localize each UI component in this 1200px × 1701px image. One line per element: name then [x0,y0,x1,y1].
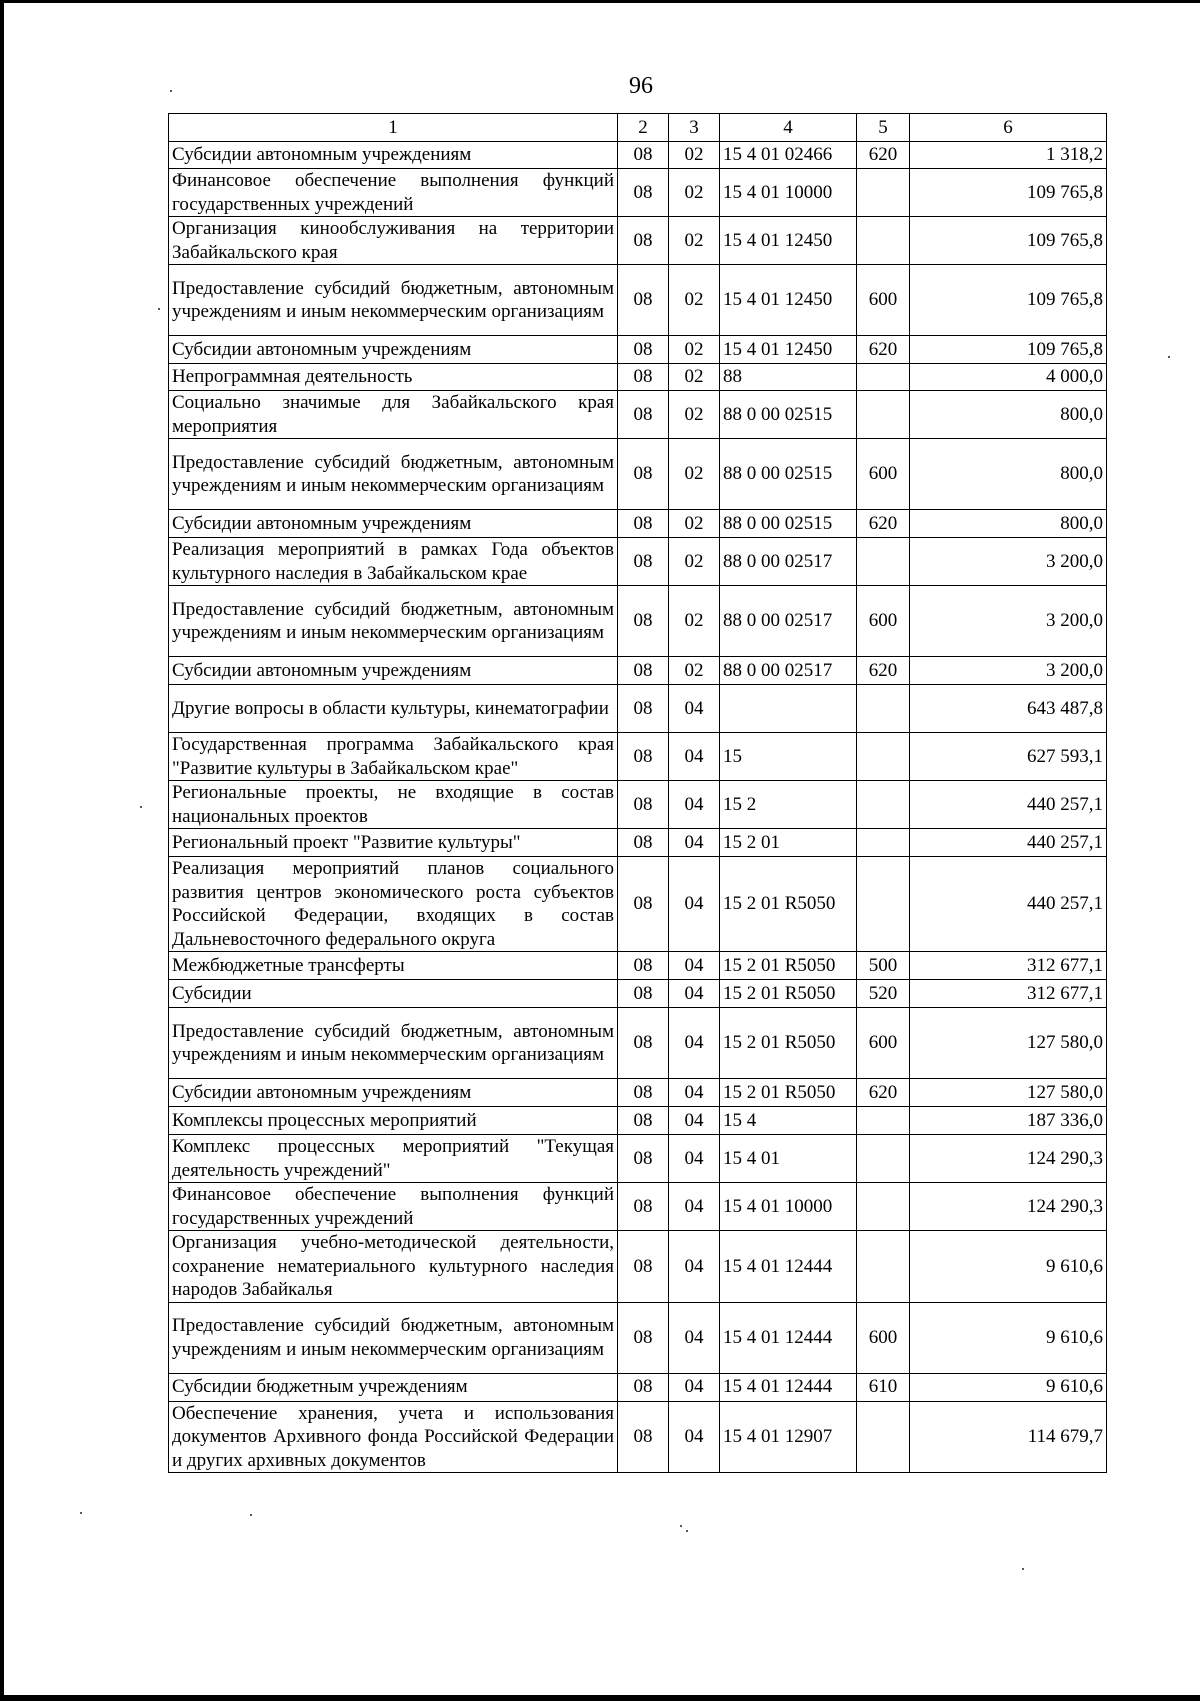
row-subsection: 02 [669,586,720,657]
row-subsection: 04 [669,1008,720,1079]
row-expense-type [857,829,910,857]
row-section: 08 [618,657,669,685]
row-expense-type: 600 [857,265,910,336]
row-subsection: 02 [669,657,720,685]
row-target-article: 88 0 00 02515 [720,510,857,538]
table-row [169,265,1107,336]
scan-border-top [0,0,1200,3]
row-subsection: 02 [669,364,720,391]
row-section: 08 [618,169,669,217]
table-row [169,1183,1107,1231]
row-expense-type [857,1183,910,1231]
row-subsection: 02 [669,439,720,510]
row-name: Субсидии автономным учреждениям [169,657,618,685]
header-cell: 3 [669,114,720,142]
scan-speck [170,90,172,92]
table-row [169,336,1107,364]
scan-speck [158,308,160,310]
row-amount: 109 765,8 [910,217,1107,265]
row-section: 08 [618,952,669,980]
row-expense-type [857,169,910,217]
row-amount: 187 336,0 [910,1107,1107,1135]
row-subsection: 04 [669,829,720,857]
row-target-article: 88 0 00 02517 [720,586,857,657]
table-row [169,510,1107,538]
table-row [169,391,1107,439]
row-name: Социально значимые для Забайкальского края мероприятия [169,391,618,439]
row-name: Субсидии [169,980,618,1008]
row-target-article: 15 2 01 R5050 [720,857,857,952]
row-expense-type [857,1135,910,1183]
row-section: 08 [618,1008,669,1079]
row-target-article [720,685,857,733]
row-name: Предоставление субсидий бюджетным, автономным учреждениям и иным некоммерческим организациям [169,1302,618,1373]
row-expense-type [857,1107,910,1135]
row-expense-type: 620 [857,1079,910,1107]
row-target-article: 88 0 00 02517 [720,657,857,685]
row-amount: 127 580,0 [910,1079,1107,1107]
table-row [169,1135,1107,1183]
row-name: Субсидии автономным учреждениям [169,1079,618,1107]
table-row [169,685,1107,733]
scan-speck [1022,1568,1024,1570]
row-section: 08 [618,364,669,391]
table-row [169,538,1107,586]
row-expense-type: 600 [857,1302,910,1373]
row-name: Организация кинообслуживания на территории Забайкальского края [169,217,618,265]
scan-speck [680,1525,682,1527]
row-amount: 109 765,8 [910,265,1107,336]
row-target-article: 15 4 01 12444 [720,1373,857,1401]
row-subsection: 04 [669,857,720,952]
row-target-article: 15 4 01 10000 [720,1183,857,1231]
row-name: Обеспечение хранения, учета и использования документов Архивного фонда Российской Федерации и других архивных документов [169,1401,618,1473]
row-subsection: 04 [669,1135,720,1183]
row-target-article: 15 4 01 [720,1135,857,1183]
header-cell: 6 [910,114,1107,142]
row-target-article: 15 4 01 02466 [720,142,857,169]
row-amount: 800,0 [910,510,1107,538]
row-section: 08 [618,142,669,169]
row-subsection: 02 [669,169,720,217]
table-row [169,857,1107,952]
row-section: 08 [618,1107,669,1135]
row-section: 08 [618,1183,669,1231]
budget-table [168,113,1107,1473]
row-subsection: 04 [669,1373,720,1401]
row-expense-type [857,364,910,391]
row-subsection: 04 [669,1107,720,1135]
row-target-article: 88 [720,364,857,391]
row-subsection: 04 [669,685,720,733]
row-subsection: 02 [669,217,720,265]
table-row [169,586,1107,657]
table-row [169,952,1107,980]
header-cell: 4 [720,114,857,142]
row-expense-type: 600 [857,1008,910,1079]
row-subsection: 02 [669,538,720,586]
row-amount: 627 593,1 [910,733,1107,781]
row-subsection: 02 [669,142,720,169]
row-target-article: 15 4 01 10000 [720,169,857,217]
row-expense-type [857,733,910,781]
table-row [169,439,1107,510]
scan-speck [686,1530,688,1532]
row-name: Субсидии бюджетным учреждениям [169,1373,618,1401]
scan-speck [80,1512,82,1514]
row-subsection: 04 [669,733,720,781]
row-amount: 312 677,1 [910,952,1107,980]
row-amount: 9 610,6 [910,1373,1107,1401]
row-subsection: 02 [669,336,720,364]
row-subsection: 02 [669,265,720,336]
row-name: Субсидии автономным учреждениям [169,510,618,538]
scan-speck [250,1514,252,1516]
scan-border-left [0,0,4,1701]
header-cell: 2 [618,114,669,142]
row-amount: 440 257,1 [910,781,1107,829]
scan-border-bottom [0,1695,1200,1701]
row-section: 08 [618,510,669,538]
table-row [169,657,1107,685]
row-name: Предоставление субсидий бюджетным, автономным учреждениям и иным некоммерческим организациям [169,586,618,657]
row-amount: 9 610,6 [910,1302,1107,1373]
table-row [169,781,1107,829]
row-section: 08 [618,857,669,952]
row-amount: 109 765,8 [910,169,1107,217]
row-subsection: 04 [669,1302,720,1373]
row-section: 08 [618,538,669,586]
row-subsection: 02 [669,391,720,439]
row-expense-type [857,217,910,265]
table-row [169,829,1107,857]
table-row [169,1079,1107,1107]
row-section: 08 [618,980,669,1008]
row-expense-type: 620 [857,142,910,169]
row-target-article: 15 4 01 12450 [720,217,857,265]
row-section: 08 [618,1079,669,1107]
row-name: Межбюджетные трансферты [169,952,618,980]
table-row [169,217,1107,265]
row-section: 08 [618,586,669,657]
row-target-article: 88 0 00 02515 [720,439,857,510]
table-row [169,1231,1107,1303]
row-name: Субсидии автономным учреждениям [169,142,618,169]
row-target-article: 15 4 01 12444 [720,1231,857,1303]
row-expense-type [857,781,910,829]
row-section: 08 [618,336,669,364]
table-row [169,1302,1107,1373]
table-header-row [169,114,1107,142]
row-target-article: 15 2 01 R5050 [720,952,857,980]
row-expense-type [857,391,910,439]
table-row [169,364,1107,391]
row-name: Другие вопросы в области культуры, кинематографии [169,685,618,733]
row-name: Субсидии автономным учреждениям [169,336,618,364]
row-target-article: 15 4 01 12907 [720,1401,857,1473]
row-expense-type: 620 [857,657,910,685]
row-amount: 440 257,1 [910,829,1107,857]
table-row [169,1107,1107,1135]
row-amount: 312 677,1 [910,980,1107,1008]
row-subsection: 04 [669,1231,720,1303]
row-target-article: 88 0 00 02517 [720,538,857,586]
row-section: 08 [618,1373,669,1401]
row-amount: 643 487,8 [910,685,1107,733]
header-cell: 5 [857,114,910,142]
row-expense-type: 610 [857,1373,910,1401]
row-amount: 124 290,3 [910,1135,1107,1183]
row-amount: 1 318,2 [910,142,1107,169]
scan-speck [140,806,142,808]
row-subsection: 04 [669,1401,720,1473]
table-row [169,1008,1107,1079]
row-subsection: 04 [669,980,720,1008]
row-section: 08 [618,829,669,857]
row-target-article: 15 4 01 12450 [720,336,857,364]
row-expense-type: 620 [857,336,910,364]
row-section: 08 [618,1231,669,1303]
row-amount: 109 765,8 [910,336,1107,364]
row-amount: 9 610,6 [910,1231,1107,1303]
row-subsection: 04 [669,952,720,980]
scan-speck [1168,356,1170,358]
row-section: 08 [618,1302,669,1373]
row-name: Региональный проект "Развитие культуры" [169,829,618,857]
row-subsection: 04 [669,1183,720,1231]
row-name: Реализация мероприятий планов социального развития центров экономического роста субъектов Российской Федерации, входящих в состав Дальневосточного федерального округа [169,857,618,952]
row-section: 08 [618,439,669,510]
page-number: 96 [629,73,653,99]
table-row [169,1401,1107,1473]
row-amount: 114 679,7 [910,1401,1107,1473]
row-target-article: 15 4 01 12444 [720,1302,857,1373]
table-row [169,142,1107,169]
row-expense-type: 600 [857,586,910,657]
row-expense-type [857,1231,910,1303]
table-row [169,980,1107,1008]
row-target-article: 15 2 01 R5050 [720,980,857,1008]
row-expense-type: 500 [857,952,910,980]
row-section: 08 [618,217,669,265]
row-target-article: 15 2 [720,781,857,829]
row-target-article: 15 2 01 [720,829,857,857]
table-body [169,114,1107,1473]
row-amount: 3 200,0 [910,586,1107,657]
row-amount: 124 290,3 [910,1183,1107,1231]
row-section: 08 [618,781,669,829]
row-target-article: 15 [720,733,857,781]
row-expense-type: 600 [857,439,910,510]
row-section: 08 [618,1401,669,1473]
row-target-article: 15 4 [720,1107,857,1135]
row-amount: 3 200,0 [910,657,1107,685]
header-cell: 1 [169,114,618,142]
row-name: Комплексы процессных мероприятий [169,1107,618,1135]
row-amount: 800,0 [910,391,1107,439]
row-expense-type: 520 [857,980,910,1008]
row-section: 08 [618,733,669,781]
table-row [169,733,1107,781]
row-amount: 127 580,0 [910,1008,1107,1079]
row-name: Организация учебно-методической деятельности, сохранение нематериального культурного наследия народов Забайкалья [169,1231,618,1303]
row-subsection: 04 [669,1079,720,1107]
row-name: Предоставление субсидий бюджетным, автономным учреждениям и иным некоммерческим организациям [169,439,618,510]
row-expense-type [857,538,910,586]
row-amount: 800,0 [910,439,1107,510]
row-name: Финансовое обеспечение выполнения функций государственных учреждений [169,169,618,217]
row-target-article: 15 2 01 R5050 [720,1008,857,1079]
row-name: Государственная программа Забайкальского края "Развитие культуры в Забайкальском крае" [169,733,618,781]
row-name: Предоставление субсидий бюджетным, автономным учреждениям и иным некоммерческим организациям [169,1008,618,1079]
row-section: 08 [618,391,669,439]
row-name: Предоставление субсидий бюджетным, автономным учреждениям и иным некоммерческим организациям [169,265,618,336]
row-amount: 440 257,1 [910,857,1107,952]
row-name: Комплекс процессных мероприятий "Текущая деятельность учреждений" [169,1135,618,1183]
row-name: Реализация мероприятий в рамках Года объектов культурного наследия в Забайкальском крае [169,538,618,586]
row-amount: 3 200,0 [910,538,1107,586]
row-name: Региональные проекты, не входящие в состав национальных проектов [169,781,618,829]
row-subsection: 04 [669,781,720,829]
row-section: 08 [618,265,669,336]
row-section: 08 [618,685,669,733]
row-expense-type: 620 [857,510,910,538]
row-target-article: 15 4 01 12450 [720,265,857,336]
table-row [169,169,1107,217]
row-section: 08 [618,1135,669,1183]
row-name: Финансовое обеспечение выполнения функций государственных учреждений [169,1183,618,1231]
row-expense-type [857,857,910,952]
row-target-article: 88 0 00 02515 [720,391,857,439]
row-subsection: 02 [669,510,720,538]
row-amount: 4 000,0 [910,364,1107,391]
row-name: Непрограммная деятельность [169,364,618,391]
table-row [169,1373,1107,1401]
row-target-article: 15 2 01 R5050 [720,1079,857,1107]
row-expense-type [857,1401,910,1473]
row-expense-type [857,685,910,733]
